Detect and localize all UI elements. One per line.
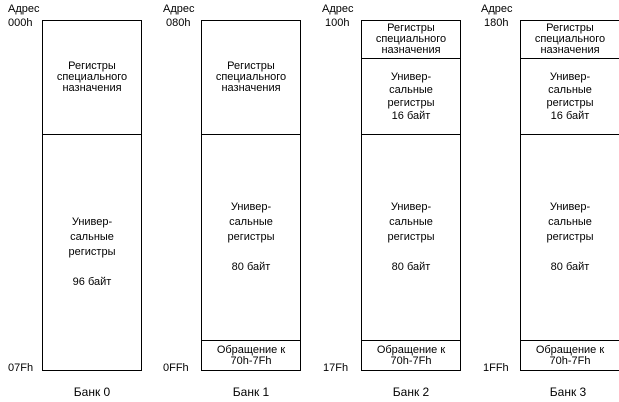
bank0-gpr-size: 96 байт (72, 276, 112, 288)
bank0-gpr-spacer (69, 260, 116, 275)
bank1-gpr-line: регистры (227, 231, 275, 243)
bank3-start-address: 180h (484, 17, 509, 29)
bank2-gpr16-line: Универ- (390, 70, 432, 83)
bank0-start-address: 000h (8, 17, 33, 29)
bank0-sfr-section (43, 21, 141, 135)
bank0-gpr-line: сальные (70, 231, 114, 243)
bank2-gpr16-size: 16 байт (391, 109, 431, 122)
bank3-gpr-line: сальные (548, 216, 592, 228)
bank3-access-section (521, 340, 619, 370)
bank2-gpr16-section (362, 59, 460, 135)
bank1-access-line: 70h-7Fh (230, 354, 272, 367)
bank3-sfr-line: назначения (540, 44, 600, 56)
bank2-start-address: 100h (325, 17, 350, 29)
bank0-sfr-line: назначения (62, 82, 122, 94)
bank2-access-line: 70h-7Fh (390, 354, 432, 367)
bank3-sfr-section (521, 21, 619, 59)
bank1-address-label: Адрес (163, 3, 195, 15)
bank3-gpr-size: 80 байт (550, 261, 590, 273)
bank2-gpr-spacer (388, 245, 435, 260)
bank2-gpr-line: Универ- (390, 201, 432, 213)
bank2-name: Банк 2 (392, 385, 430, 399)
bank2-gpr-size: 80 байт (391, 261, 431, 273)
bank3-access-line: 70h-7Fh (549, 354, 591, 367)
bank2-gpr16-line: сальные (389, 83, 433, 96)
bank2-gpr16-line: регистры (387, 96, 435, 109)
bank1-access-section (202, 340, 300, 370)
bank1-access-line: Обращение к (216, 343, 286, 356)
bank3-access-line: Обращение к (535, 343, 605, 356)
bank2-sfr-line: специального (375, 33, 447, 45)
bank3-name: Банк 3 (549, 385, 587, 399)
bank2-access-section (362, 340, 460, 370)
bank1-gpr-spacer (228, 245, 275, 260)
bank3-gpr-line: регистры (546, 231, 594, 243)
bank2-sfr-section (362, 21, 460, 59)
bank1-start-address: 080h (166, 17, 191, 29)
bank2-address-label: Адрес (322, 3, 354, 15)
bank3-gpr-spacer (547, 245, 594, 260)
bank1-sfr-line: специального (215, 71, 287, 83)
bank2-memory-block (361, 20, 461, 371)
bank3-gpr16-line: регистры (546, 96, 594, 109)
bank0-sfr-line: специального (56, 71, 128, 83)
bank1-gpr-line: Универ- (230, 201, 272, 213)
bank1-name: Банк 1 (232, 385, 270, 399)
bank1-sfr-line: Регистры (227, 60, 275, 72)
bank2-sfr-line: Регистры (387, 22, 435, 34)
bank1-memory-block (201, 20, 301, 371)
bank3-gpr16-section (521, 59, 619, 135)
bank3-gpr16-line: Универ- (549, 70, 591, 83)
bank2-gpr-line: сальные (389, 216, 433, 228)
bank1-end-address: 0FFh (163, 362, 189, 374)
bank1-gpr-size: 80 байт (231, 261, 271, 273)
bank0-gpr-section (43, 135, 141, 370)
bank3-sfr-line: специального (534, 33, 606, 45)
bank0-gpr-line: Универ- (71, 216, 113, 228)
bank0-end-address: 07Fh (8, 362, 34, 374)
bank3-end-address: 1FFh (483, 362, 509, 374)
bank0-gpr-line: регистры (68, 246, 116, 258)
bank2-sfr-line: назначения (381, 44, 441, 56)
bank2-access-line: Обращение к (376, 343, 446, 356)
bank1-sfr-section (202, 21, 300, 135)
bank1-gpr-line: сальные (229, 216, 273, 228)
bank1-gpr-section (202, 135, 300, 340)
bank0-memory-block (42, 20, 142, 371)
bank3-sfr-line: Регистры (546, 22, 594, 34)
bank3-gpr-line: Универ- (549, 201, 591, 213)
bank3-gpr-section (521, 135, 619, 340)
bank0-name: Банк 0 (73, 385, 111, 399)
bank3-address-label: Адрес (481, 3, 513, 15)
bank0-address-label: Адрес (8, 3, 40, 15)
bank3-gpr16-size: 16 байт (550, 109, 590, 122)
bank2-gpr-line: регистры (387, 231, 435, 243)
bank3-memory-block (520, 20, 619, 371)
bank1-sfr-line: назначения (221, 82, 281, 94)
bank3-gpr16-line: сальные (548, 83, 592, 96)
bank2-gpr-section (362, 135, 460, 340)
bank2-end-address: 17Fh (323, 362, 349, 374)
bank0-sfr-line: Регистры (68, 60, 116, 72)
